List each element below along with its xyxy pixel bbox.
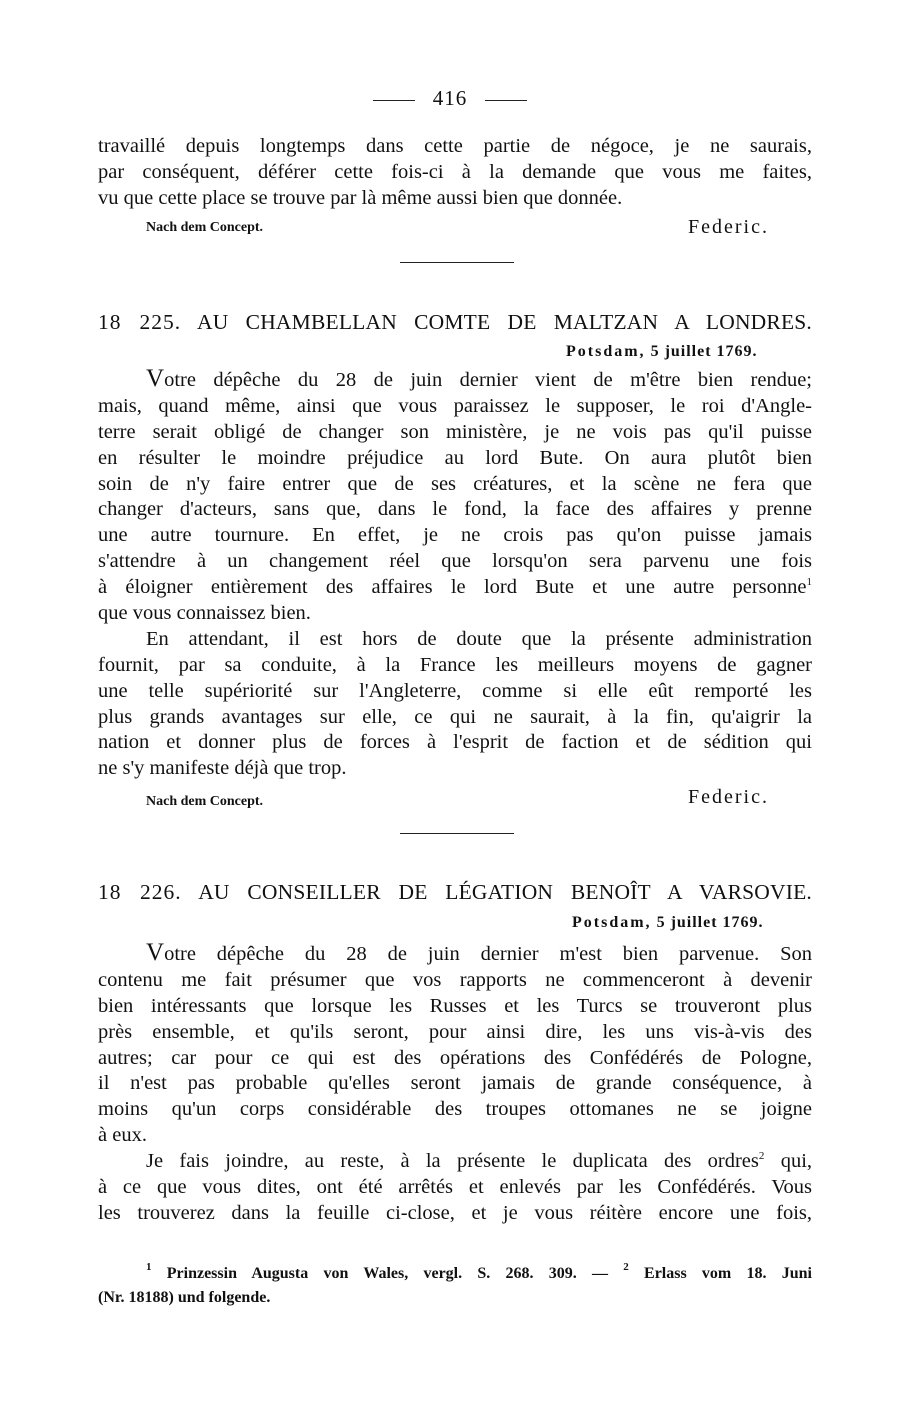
footnote-mark: 2	[758, 1150, 765, 1163]
text-line: Votre dépêche du 28 de juin dernier vient de m'être bien rendue;	[146, 365, 812, 392]
text-line: vu que cette place se trouve par là même aussi bien que donnée.	[98, 186, 623, 209]
letter-number: 18 225.	[98, 310, 182, 334]
header-dash-left	[373, 100, 415, 101]
text-line: en résulter le moindre préjudice au lord Bute. On aura plutôt bien	[98, 446, 812, 469]
text-line: nation et donner plus de forces à l'esprit de faction et de sédition qui	[98, 731, 812, 754]
dateline-place: Potsdam,	[566, 343, 646, 360]
footnote-marker: 1	[146, 1261, 152, 1273]
letter-body	[98, 365, 812, 782]
text-line: moins qu'un corps considérable des troupes ottomanes ne se joigne	[98, 1098, 812, 1121]
footnotes	[98, 1262, 812, 1310]
text-line: les trouverez dans la feuille ci-close, et je vous réitère encore une fois,	[98, 1201, 812, 1224]
page-header	[0, 86, 900, 111]
section-rule	[400, 262, 514, 263]
text-line: soin de n'y faire entrer que de ses créatures, et la scène ne fera que	[98, 472, 812, 495]
section-rule	[400, 833, 514, 834]
dateline-date: 5 juillet 1769.	[656, 914, 764, 931]
text-line: plus grands avantages sur elle, ce qui ne saurait, à la fin, qu'aigrir la	[98, 705, 812, 728]
text-line: bien intéressants que lorsque les Russes et les Turcs se trouveront plus	[98, 994, 812, 1017]
text-line: par conséquent, déférer cette fois-ci à la demande que vous me faites,	[98, 160, 812, 183]
dateline-place: Potsdam,	[572, 914, 652, 931]
footnote-line	[98, 1262, 812, 1286]
text-line: que vous connaissez bien.	[98, 602, 311, 625]
text-line: à eux.	[98, 1124, 147, 1147]
letter-body	[98, 939, 813, 1227]
footnote-text: Erlass vom 18. Juni	[644, 1265, 812, 1282]
text-line: En attendant, il est hors de doute que la présente administration	[146, 627, 812, 650]
text-line: Votre dépêche du 28 de juin dernier m'est bien parvenue. Son	[146, 939, 812, 966]
text-line: changer d'acteurs, sans que, dans le fond, la face des affaires y prenne	[98, 498, 812, 521]
intro-paragraph	[98, 134, 812, 212]
letter-heading	[98, 310, 812, 335]
page-number: 416	[432, 86, 468, 110]
header-dash-right	[485, 100, 527, 101]
text-line: il n'est pas probable qu'elles seront jamais de grande conséquence, à	[98, 1072, 812, 1095]
text-line: près ensemble, et qu'ils seront, pour ainsi dire, les uns vis-à-vis des	[98, 1020, 812, 1043]
letter-title: AU CHAMBELLAN COMTE DE MALTZAN A LONDRES.	[197, 310, 813, 334]
drop-initial: V	[146, 365, 165, 392]
text-line: mais, quand même, ainsi que vous paraissez le supposer, le roi d'Angle-	[98, 394, 812, 417]
text-line: une autre tournure. En effet, je ne crois pas qu'on puisse jamais	[98, 524, 812, 547]
text-line: fournit, par sa conduite, à la France les meilleurs moyens de gagner	[98, 653, 812, 676]
footnote-text: Prinzessin Augusta von Wales, vergl. S. 268. 309. —	[166, 1265, 609, 1282]
dateline	[572, 914, 764, 932]
text-line: une telle supériorité sur l'Angleterre, comme si elle eût remporté les	[98, 679, 812, 702]
footnote-marker: 2	[623, 1261, 629, 1273]
letter-title: AU CONSEILLER DE LÉGATION BENOÎT A VARSOVIE.	[198, 880, 813, 904]
concept-note: Nach dem Concept.	[146, 220, 264, 235]
text-line: Je fais joindre, au reste, à la présente le duplicata des ordres$^2$ qui,	[146, 1150, 813, 1173]
text-line: ne s'y manifeste déjà que trop.	[98, 757, 347, 780]
text-line: s'attendre à un changement réel que lorsqu'on sera parvenu une fois	[98, 550, 812, 573]
concept-note: Nach dem Concept.	[146, 794, 264, 809]
footnote-mark: 1	[806, 576, 812, 589]
text-line: à ce que vous dites, ont été arrêtés et enlevés par les Confédérés. Vous	[98, 1176, 812, 1199]
footnote-line: (Nr. 18188) und folgende.	[98, 1289, 271, 1306]
signature: Federic.	[688, 216, 769, 238]
text-line: autres; car pour ce qui est des opérations des Confédérés de Pologne,	[98, 1046, 812, 1069]
text-line: contenu me fait présumer que vos rapports ne commenceront à devenir	[98, 968, 812, 991]
dateline	[566, 343, 758, 361]
text-line: à éloigner entièrement des affaires le lord Bute et une autre personne$^1$	[98, 576, 812, 599]
letter-heading	[98, 880, 812, 905]
signature: Federic.	[688, 786, 769, 808]
drop-initial: V	[146, 939, 165, 966]
text-line: travaillé depuis longtemps dans cette partie de négoce, je ne saurais,	[98, 135, 812, 157]
letter-number: 18 226.	[98, 880, 182, 904]
dateline-date: 5 juillet 1769.	[650, 343, 758, 360]
text-line: terre serait obligé de changer son ministère, je ne vois pas qu'il puisse	[98, 420, 812, 443]
